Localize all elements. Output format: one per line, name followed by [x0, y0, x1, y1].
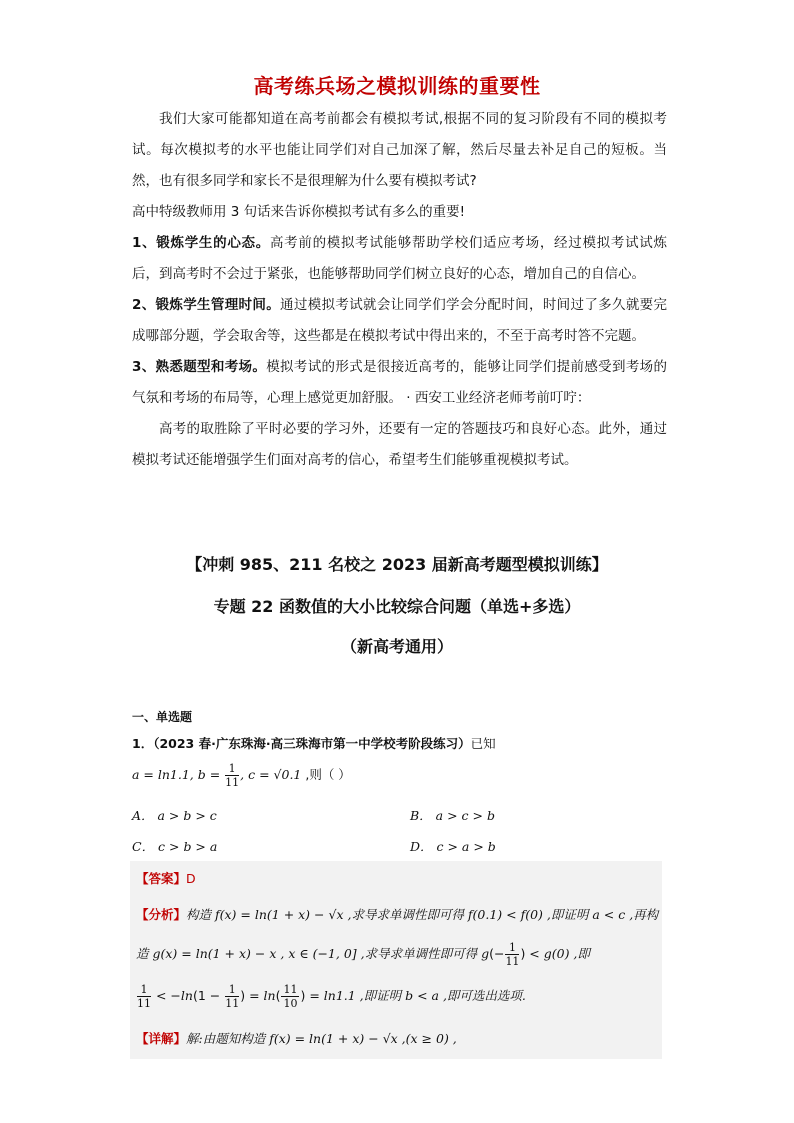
option-b[interactable]: B． a > c > b — [410, 808, 495, 823]
analysis-frac-2-num: 1 — [137, 983, 151, 997]
question-source: （2023 春·广东珠海·高三珠海市第一中学校考阶段练习） — [153, 736, 471, 751]
given-c: , c = √0.1 — [240, 767, 302, 782]
analysis-text-3b: = ln — [245, 988, 276, 1003]
question-stem — [132, 734, 662, 752]
given-fraction — [225, 762, 239, 789]
question-stem-suffix: 已知 — [470, 736, 496, 751]
intro-paragraph-2: 高中特级教师用 3 句话来告诉你模拟考试有多么的重要! — [132, 204, 466, 220]
intro-item-1-head: 1、锻炼学生的心态。 — [132, 235, 270, 251]
heading-line-3: （新高考通用） — [340, 637, 453, 656]
given-frac-num: 1 — [225, 762, 239, 776]
intro-item-2-body: 通过模拟考试就会让同学们学会分配时间，时间过了多久就要完成哪部分题，学会取舍等，这些都是在模拟考试中得出来的，不至于高考时答不完题。 — [132, 297, 667, 344]
heading-line-2: 专题 22 函数值的大小比较综合问题（单选+多选） — [213, 597, 581, 616]
detail-line — [136, 1029, 660, 1047]
analysis-fraction-1 — [505, 941, 519, 968]
section-label: 一、单选题 — [132, 710, 193, 724]
analysis-frac-2-den: 11 — [137, 997, 151, 1010]
analysis-frac-4-num: 11 — [283, 983, 298, 996]
answer-panel — [130, 861, 662, 1059]
given-tail: ,则（ ） — [301, 767, 351, 782]
intro-item-1-body: 高考前的模拟考试能够帮助学校们适应考场，经过模拟考试试炼后，到高考时不会过于紧张，也能够帮助同学们树立良好的心态，增加自己的自信心。 — [132, 235, 667, 282]
given-a: a = ln1.1, b = — [132, 767, 225, 782]
analysis-text-3a: < −ln — [152, 988, 193, 1003]
analysis-fraction-4 — [281, 983, 299, 1010]
intro-item-3-head: 3、熟悉题型和考场。 — [132, 359, 267, 375]
intro-paragraph-3: 高考的取胜除了平时必要的学习外，还要有一定的答题技巧和良好心态。此外，通过模拟考试还能增强学生们面对高考的信心，希望考生们能够重视模拟考试。 — [132, 421, 667, 468]
analysis-text-2b: < g(0) ,即 — [525, 946, 590, 961]
question-number: 1． — [132, 736, 154, 751]
analysis-tag: 【分析】 — [136, 907, 187, 922]
analysis-text-2a: 造 g(x) = ln(1 + x) − x , x ∈ (−1, 0] ,求导求单调性即可得 g — [136, 946, 490, 961]
intro-item-2 — [132, 290, 667, 352]
analysis-fraction-2 — [137, 983, 151, 1010]
analysis-text-1: 构造 f(x) = ln(1 + x) − √x ,求导求单调性即可得 f(0.1) < f(0) ,即证明 a < c ,再构 — [186, 907, 659, 922]
option-c[interactable]: C． c > b > a — [132, 839, 218, 854]
option-a[interactable]: A． a > b > c — [132, 808, 217, 823]
analysis-line-1 — [136, 905, 660, 923]
intro-paragraph-1: 我们大家可能都知道在高考前都会有模拟考试,根据不同的复习阶段有不同的模拟考试。每次模拟考的水平也能让同学们对自己加深了解，然后尽量去补足自己的短板。当然，也有很多同学和家长不是很理解为什么要有模拟考试? — [132, 111, 667, 189]
intro-item-2-head: 2、锻炼学生管理时间。 — [132, 297, 281, 313]
intro-section — [132, 104, 667, 476]
page-title: 高考练兵场之模拟训练的重要性 — [253, 74, 541, 98]
analysis-text-3c: = ln1.1 ,即证明 b < a ,即可选出选项. — [305, 988, 526, 1003]
heading-line-1: 【冲刺 985、211 名校之 2023 届新高考题型模拟训练】 — [186, 555, 608, 574]
intro-item-3-body: 模拟考试的形式是很接近高考的，能够让同学们提前感受到考场的气氛和考场的布局等，心理上感觉更加舒服。 · 西安工业经济老师考前叮咛： — [132, 359, 667, 406]
analysis-line-2: 造 g(x) = ln(1 + x) − x , x ∈ (−1, 0] ,求导求单调性即可得 g(− $\frac{1}{11}$ ) < g(0) ,即 — [136, 941, 590, 968]
analysis-line-3: $\frac{1}{11}$ < −ln(1 − $\frac{1}{11}$ ) = ln( $\frac{11}{10}$ ) = ln1.1 ,即证明 b < a ,即可选出选项. — [137, 983, 526, 1010]
intro-item-1 — [132, 228, 667, 290]
answer-value: D — [186, 871, 196, 886]
analysis-frac-1-num: 1 — [505, 941, 519, 955]
analysis-frac-4-den: 10 — [283, 997, 298, 1010]
given-frac-den: 11 — [225, 776, 240, 789]
detail-tag: 【详解】 — [136, 1031, 187, 1046]
analysis-frac-1-den: 11 — [505, 955, 520, 968]
answer-line — [136, 869, 660, 887]
analysis-frac-3-den: 11 — [225, 997, 240, 1010]
analysis-fraction-3 — [225, 983, 239, 1010]
analysis-frac-3-num: 1 — [225, 983, 239, 997]
detail-text: 解:由题知构造 f(x) = ln(1 + x) − √x ,(x ≥ 0) , — [186, 1031, 457, 1046]
answer-tag: 【答案】 — [136, 871, 187, 886]
option-d[interactable]: D． c > a > b — [410, 839, 496, 854]
question-given — [132, 760, 662, 790]
intro-item-3 — [132, 352, 667, 414]
